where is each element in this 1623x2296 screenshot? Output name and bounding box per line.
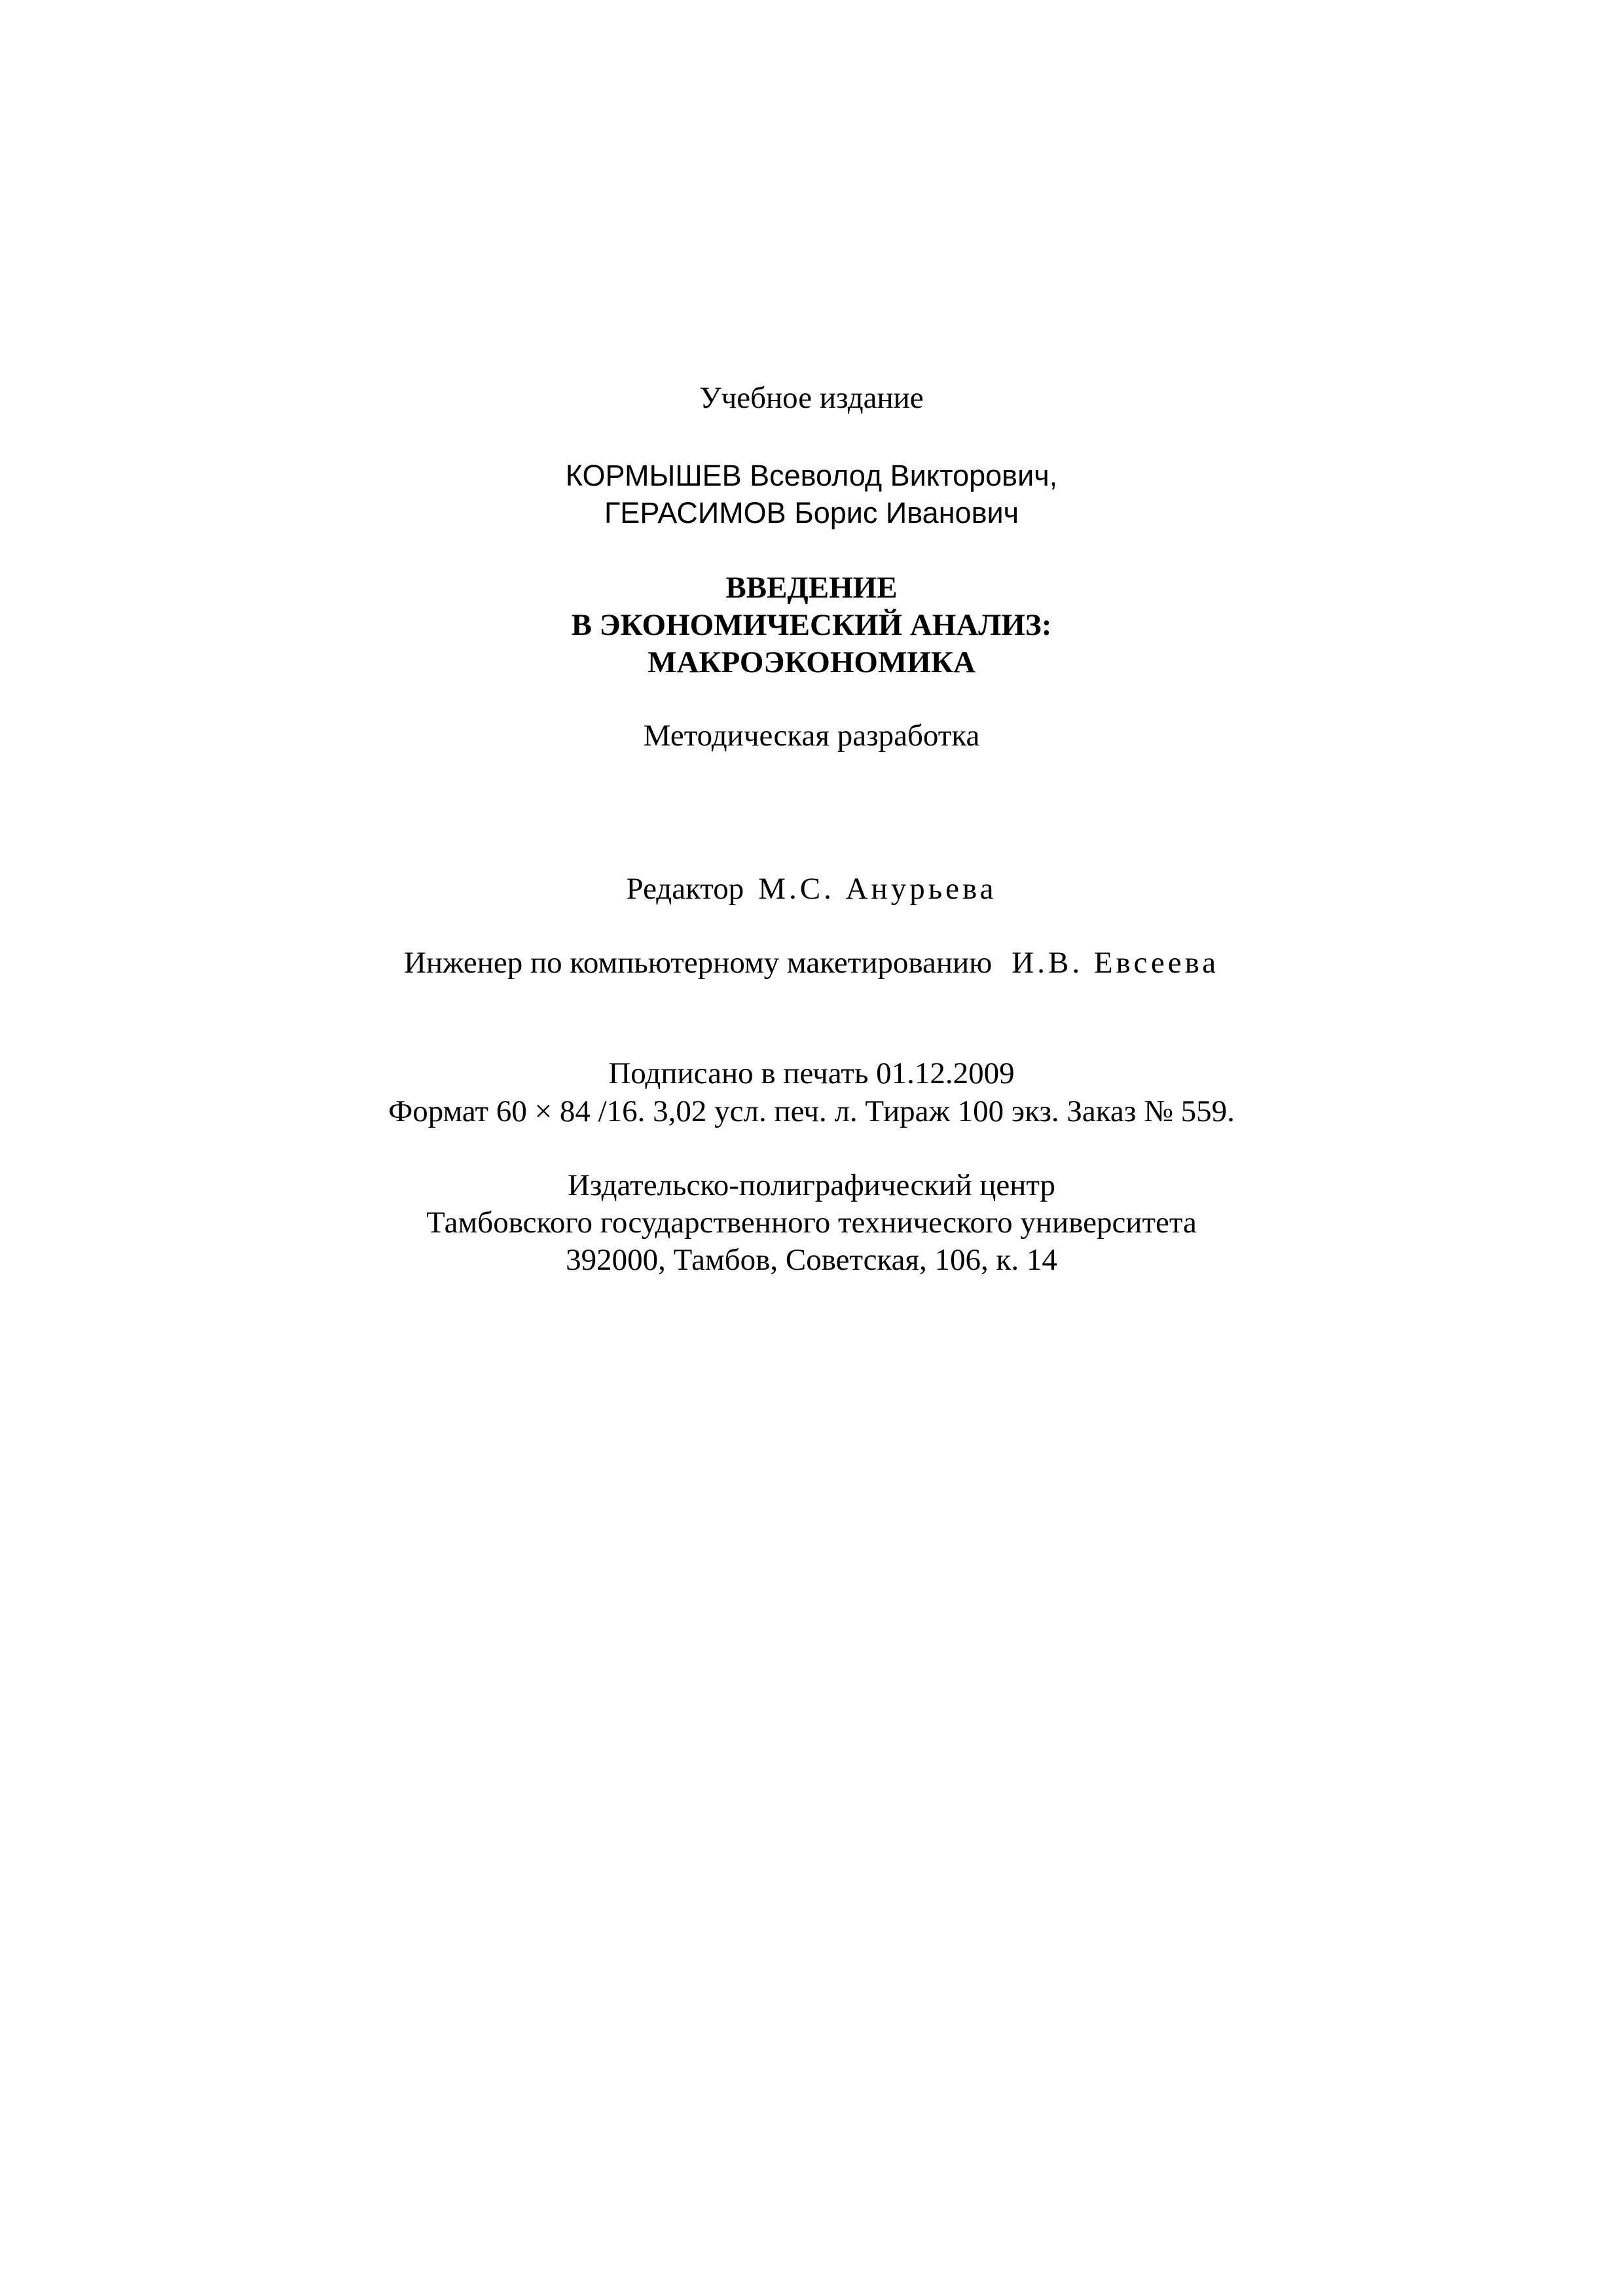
author-line-1: КОРМЫШЕВ Всеволод Викторович,: [565, 459, 1058, 492]
print-signed-line: Подписано в печать 01.12.2009: [608, 1056, 1015, 1090]
subtitle: Методическая разработка: [643, 719, 980, 753]
editor-name: М.С. Анурьева: [758, 872, 997, 906]
title-line-2: В ЭКОНОМИЧЕСКИЙ АНАЛИЗ:: [571, 608, 1052, 642]
publisher-line-2: Тамбовского государственного технического университета: [426, 1206, 1197, 1240]
title-line-1: ВВЕДЕНИЕ: [725, 571, 898, 605]
author-line-2: ГЕРАСИМОВ Борис Иванович: [604, 496, 1019, 529]
print-format-line: Формат 60 × 84 /16. 3,02 усл. печ. л. Тираж 100 экз. Заказ № 559.: [388, 1094, 1235, 1128]
layout-engineer-name: И.В. Евсеева: [1012, 946, 1220, 980]
layout-engineer-role: Инженер по компьютерному макетированию: [403, 946, 993, 980]
layout-engineer-line: [0, 944, 1623, 981]
publisher-address: 392000, Тамбов, Советская, 106, к. 14: [566, 1243, 1057, 1277]
publisher-line-1: Издательско-полиграфический центр: [567, 1168, 1056, 1202]
editor-role: Редактор: [626, 872, 744, 906]
title-line-3: МАКРОЭКОНОМИКА: [647, 645, 976, 679]
edition-type: Учебное издание: [699, 381, 924, 415]
editor-line: [0, 870, 1623, 907]
